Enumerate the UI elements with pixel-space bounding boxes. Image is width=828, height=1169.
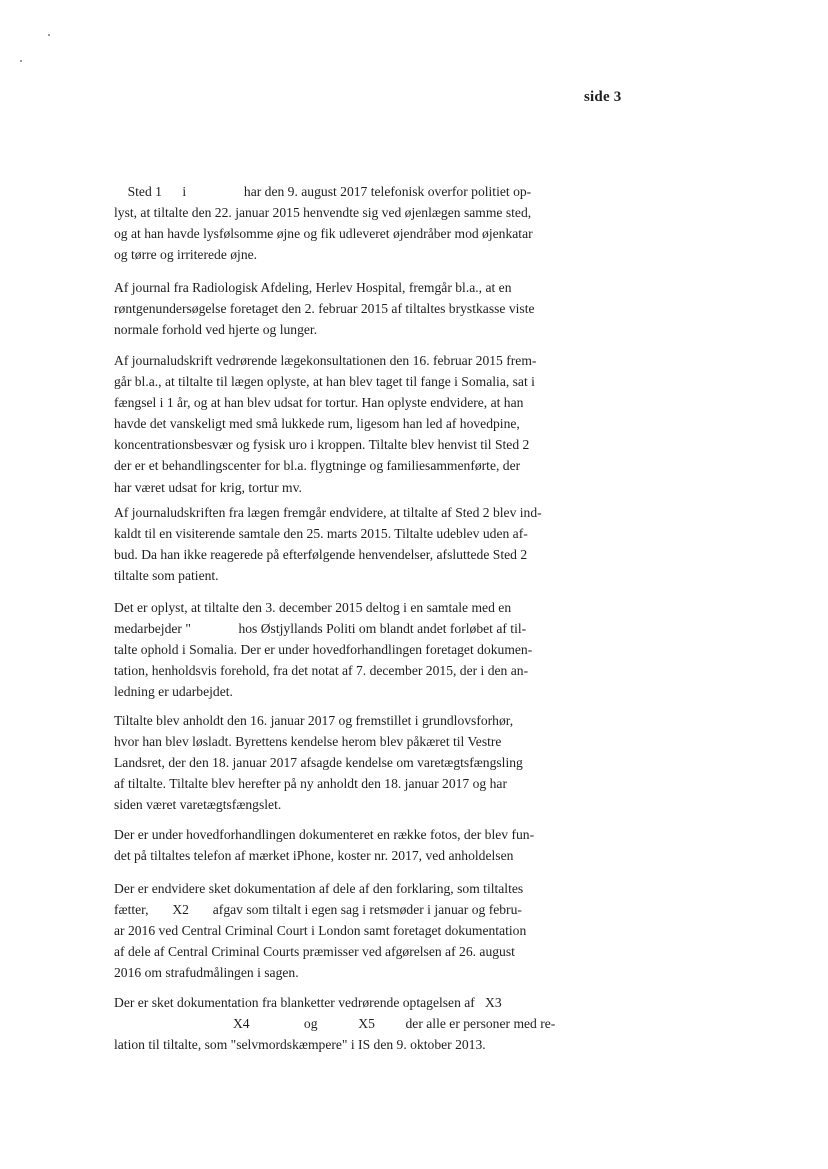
paragraph-2 bbox=[114, 277, 590, 340]
text-line: ar 2016 ved Central Criminal Court i London samt foretaget dokumentation bbox=[114, 923, 527, 939]
scan-speck bbox=[48, 34, 50, 36]
text-line: X4 og X5 der alle er personer med re- bbox=[114, 1016, 556, 1032]
text-line: Af journaludskrift vedrørende lægekonsultationen den 16. februar 2015 frem- bbox=[114, 353, 537, 368]
text-line: og tørre og irriterede øjne. bbox=[114, 247, 258, 263]
text-line: hvor han blev løsladt. Byrettens kendelse herom blev påkæret til Vestre bbox=[114, 734, 502, 750]
text-line: siden været varetægtsfængslet. bbox=[114, 797, 282, 813]
text-line: havde det vanskeligt med små lukkede rum, ligesom han led af hovedpine, bbox=[114, 416, 520, 432]
text-line: går bl.a., at tiltalte til lægen oplyste, at han blev taget til fange i Somalia, sat i bbox=[114, 374, 535, 390]
paragraph-7 bbox=[114, 824, 590, 866]
text-line: bud. Da han ikke reagerede på efterfølgende henvendelser, afsluttede Sted 2 bbox=[114, 547, 528, 563]
text-line: det på tiltaltes telefon af mærket iPhone, koster nr. 2017, ved anholdelsen bbox=[114, 848, 514, 864]
text-line: røntgenundersøgelse foretaget den 2. februar 2015 af tiltaltes brystkasse viste bbox=[114, 301, 535, 317]
text-line: lyst, at tiltalte den 22. januar 2015 henvendte sig ved øjenlægen samme sted, bbox=[114, 205, 532, 221]
text-line: Der er endvidere sket dokumentation af dele af den forklaring, som tiltaltes bbox=[114, 881, 524, 896]
text-line: har været udsat for krig, tortur mv. bbox=[114, 479, 302, 495]
text-line: der er et behandlingscenter for bl.a. flygtninge og familiesammenførte, der bbox=[114, 458, 521, 474]
text-line: tiltalte som patient. bbox=[114, 568, 219, 584]
text-line: 2016 om strafudmålingen i sagen. bbox=[114, 965, 299, 981]
text-line: tation, henholdsvis forehold, fra det notat af 7. december 2015, der i den an- bbox=[114, 663, 529, 679]
paragraph-8 bbox=[114, 878, 590, 983]
text-line: Sted 1 i har den 9. august 2017 telefonisk overfor politiet op- bbox=[114, 184, 532, 199]
text-line: koncentrationsbesvær og fysisk uro i kroppen. Tiltalte blev henvist til Sted 2 bbox=[114, 437, 530, 453]
text-line: af tiltalte. Tiltalte blev herefter på ny anholdt den 18. januar 2017 og har bbox=[114, 776, 507, 792]
paragraph-5 bbox=[114, 597, 590, 702]
text-line: Af journal fra Radiologisk Afdeling, Herlev Hospital, fremgår bl.a., at en bbox=[114, 280, 512, 295]
text-line: af dele af Central Criminal Courts præmisser ved afgørelsen af 26. august bbox=[114, 944, 515, 960]
text-line: lation til tiltalte, som "selvmordskæmpere" i IS den 9. oktober 2013. bbox=[114, 1037, 486, 1053]
text-line: Tiltalte blev anholdt den 16. januar 2017 og fremstillet i grundlovsforhør, bbox=[114, 713, 514, 728]
paragraph-1 bbox=[114, 181, 590, 265]
text-line: Der er under hovedforhandlingen dokumenteret en række fotos, der blev fun- bbox=[114, 827, 535, 842]
paragraph-4 bbox=[114, 502, 590, 586]
text-line: medarbejder " hos Østjyllands Politi om blandt andet forløbet af til- bbox=[114, 621, 527, 637]
paragraph-9 bbox=[114, 992, 590, 1055]
page-number: side 3 bbox=[584, 89, 622, 105]
text-line: og at han havde lysfølsomme øjne og fik udleveret øjendråber mod øjenkatar bbox=[114, 226, 533, 242]
text-line: ledning er udarbejdet. bbox=[114, 684, 233, 700]
text-line: talte ophold i Somalia. Der er under hovedforhandlingen foretaget dokumen- bbox=[114, 642, 533, 658]
paragraph-6 bbox=[114, 710, 590, 815]
text-line: fætter, X2 afgav som tiltalt i egen sag i retsmøder i januar og febru- bbox=[114, 902, 522, 918]
text-line: Landsret, der den 18. januar 2017 afsagde kendelse om varetægtsfængsling bbox=[114, 755, 523, 771]
text-line: Det er oplyst, at tiltalte den 3. december 2015 deltog i en samtale med en bbox=[114, 600, 512, 615]
text-line: fængsel i 1 år, og at han blev udsat for tortur. Han oplyste endvidere, at han bbox=[114, 395, 524, 411]
text-line: Der er sket dokumentation fra blanketter vedrørende optagelsen af X3 bbox=[114, 995, 502, 1010]
paragraph-3 bbox=[114, 350, 590, 498]
scan-speck bbox=[20, 60, 22, 62]
text-line: kaldt til en visiterende samtale den 25. marts 2015. Tiltalte udeblev uden af- bbox=[114, 526, 528, 542]
text-line: normale forhold ved hjerte og lunger. bbox=[114, 322, 318, 338]
text-line: Af journaludskriften fra lægen fremgår endvidere, at tiltalte af Sted 2 blev ind- bbox=[114, 505, 542, 520]
